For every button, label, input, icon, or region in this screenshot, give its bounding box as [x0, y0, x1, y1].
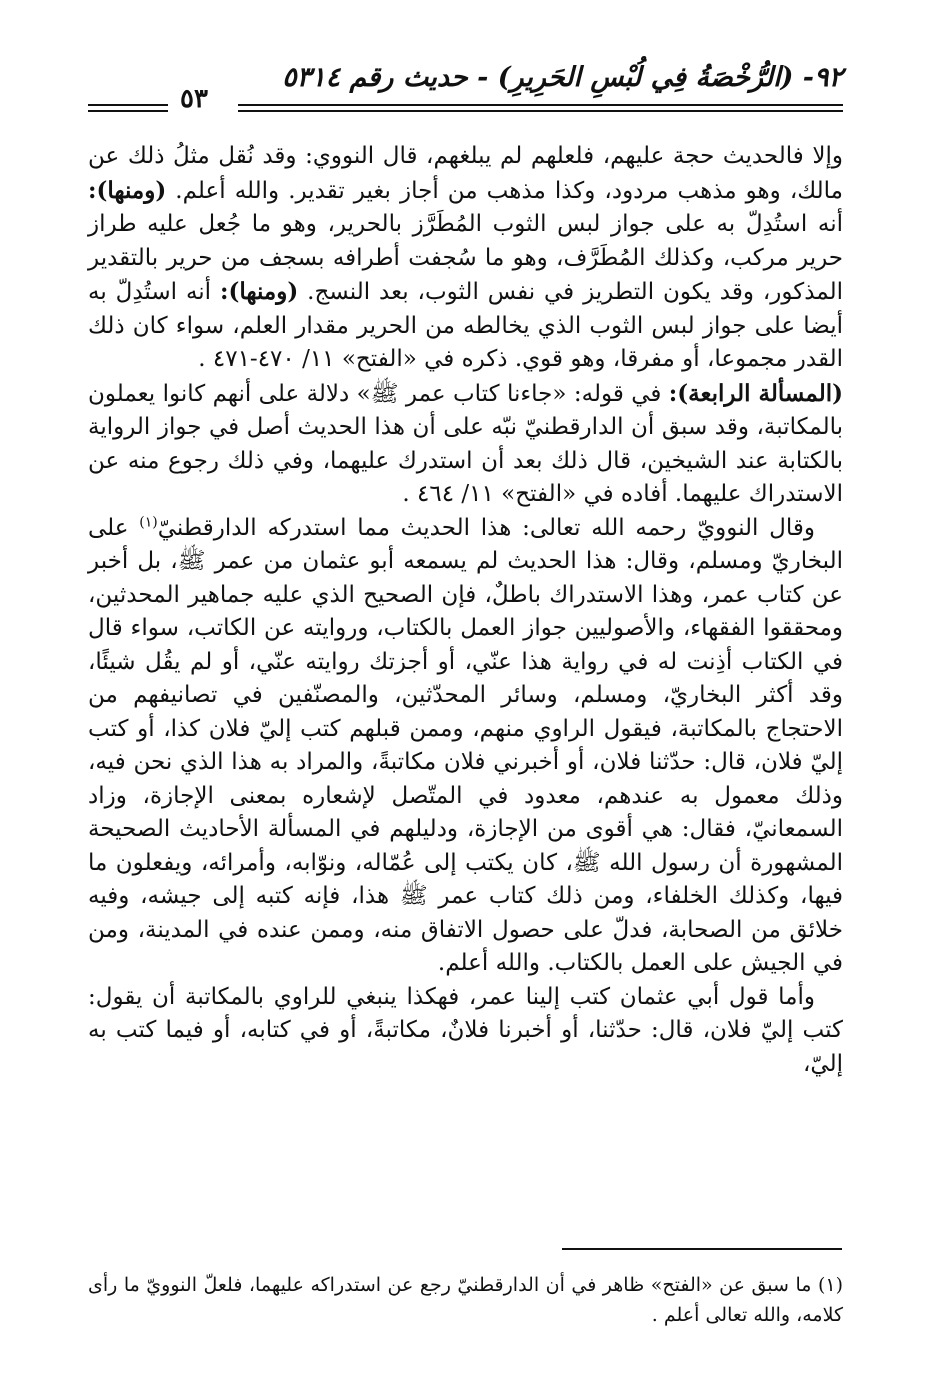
bold-heading: (ومنها):	[219, 278, 299, 305]
text-run: أنه استُدِلّ به أيضا على جواز لبس الثوب الذي يخالطه من الحرير مقدار العلم، سواء كان ذلك القدر مجموعا، أو مفرقا، وهو قوي. ذكره في «الفتح» ١١/ ٤٧٠-٤٧١ .	[88, 279, 843, 372]
header-rule-right-bottom	[238, 110, 843, 112]
running-header	[88, 62, 843, 122]
footnote-1: (١) ما سبق عن «الفتح» ظاهر في أن الدارقطنيّ رجع عن استدراكه عليهما، فلعلّ النوويّ ما رأى كلامه، والله تعالى أعلم .	[88, 1274, 843, 1326]
main-text	[88, 140, 843, 1081]
page-number: ٥٣	[180, 84, 208, 114]
footnotes	[88, 1270, 843, 1330]
header-title: ٩٢- (الرُّخْصَةُ فِي لُبْسِ الحَرِيرِ) - حديث رقم ٥٣١٤	[282, 62, 843, 93]
text-run: في قوله: «جاءنا كتاب عمر ﷺ» دلالة على أنهم كانوا يعملون بالمكاتبة، وقد سبق أن الدارقطنيّ نبّه على أن هذا الحديث أصل في جواز الرواية بالكتابة عند الشيخين، قال ذلك بعد أن استدرك عليهما، وفي ذلك رجوع منه عن الاستدراك عليهما. أفاده في «الفتح» ١١/ ٤٦٤ .	[88, 380, 843, 507]
bold-heading: (المسألة الرابعة):	[668, 379, 843, 407]
text-run: وأما قول أبي عثمان كتب إلينا عمر، فهكذا ينبغي للراوي بالمكاتبة أن يقول: كتب إليّ فلان، قال: حدّثنا، أو أخبرنا فلانٌ، مكاتبةً، أو في كتابه، أو فيما كتب به إليّ،	[88, 983, 843, 1077]
paragraph-4	[88, 981, 843, 1082]
footnote-separator	[562, 1248, 842, 1250]
text-run: وقال النوويّ رحمه الله تعالى: هذا الحديث مما استدركه الدارقطنيّ	[157, 514, 815, 541]
text-run: أنه استُدِلّ به على جواز لبس الثوب المُطَرَّز بالحرير، وهو ما جُعل عليه طراز حرير مركب، وكذلك المُطَرَّف، وهو ما سُجفت أطرافه بسجف من حرير بالتقدير المذكور، وقد يكون التطريز في نفس الثوب، بعد النسج.	[88, 211, 843, 305]
text-run: وإلا فالحديث حجة عليهم، فلعلهم لم يبلغهم، قال النووي: وقد نُقل مثلُ ذلك عن مالك، وهو مذهب مردود، وكذا مذهب من أجاز بغير تقدير. والله أعلم.	[88, 143, 843, 204]
header-rule-right-top	[238, 104, 843, 106]
text-run: على البخاريّ ومسلم، وقال: هذا الحديث لم يسمعه أبو عثمان من عمر ﷺ، بل أخبر عن كتاب عمر، وهذا الاستدراك باطلٌ، فإن الصحيح الذي عليه جماهير المحدثين، ومحققوا الفقهاء، والأصوليين جواز العمل بالكتاب، وروايته عن الكاتب، سواء قال في الكتاب أذِنت له في رواية هذا عنّي، أو أجزتك روايته عنّي، أو لم يقُل شيئًا، وقد أكثر البخاريّ، ومسلم، وسائر المحدّثين، والمصنّفين في تصانيفهم من الاحتجاج بالمكاتبة، فيقول الراوي منهم، وممن قبلهم كتب إليّ فلان كذا، أو كتب إليّ فلان، قال: حدّثنا فلان، أو أخبرني فلان مكاتبةً، والمراد به هذا الذي نحن فيه، وذلك معمول به عندهم، معدود في المتّصل لإشعاره بمعنى الإجازة، وزاد السمعانيّ، فقال: هي أقوى من الإجازة، ودليلهم في المسألة الأحاديث الصحيحة المشهورة أن رسول الله ﷺ، كان يكتب إلى عُمّاله، ونوّابه، وأمرائه، ويفعلون ما فيها، وكذلك الخلفاء، ومن ذلك كتاب عمر ﷺ هذا، فإنه كتبه إلى جيشه، وفيه خلائق من الصحابة، فدلّ على حصول الاتفاق منه، وممن عنده في المدينة، ومن في الجيش على العمل بالكتاب. والله أعلم.	[88, 514, 843, 976]
paragraph-3	[88, 512, 843, 981]
header-rule-left-top	[88, 104, 168, 106]
bold-heading: (ومنها):	[88, 176, 167, 204]
paragraph-2	[88, 377, 843, 512]
header-rule-left-bottom	[88, 110, 168, 112]
footnote-marker: (١)	[139, 513, 158, 530]
paragraph-1	[88, 140, 843, 377]
